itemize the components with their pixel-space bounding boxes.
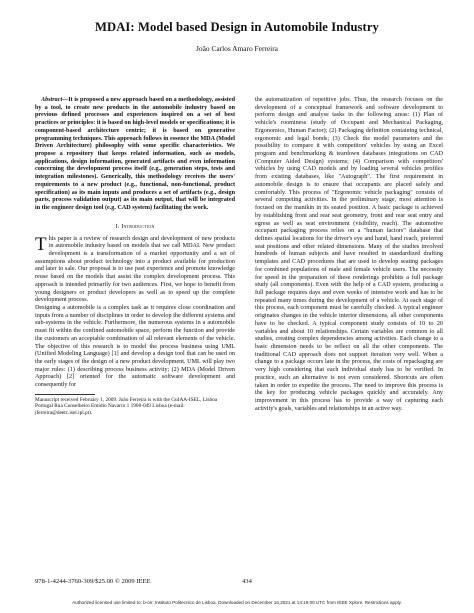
author-name: João Carlos Amaro Ferreira [196, 44, 278, 53]
abstract [35, 97, 235, 213]
isbn-footer: 978-1-4244-3760-309/$25.00 © 2009 IEEE [35, 578, 151, 585]
drop-cap: T [35, 233, 47, 255]
abstract-text: It is proposed a new approach based on a methodology, assisted by a tool, to create new products in the automobile industry based on previous defined processes and experiences inspired on a set of best practices or principles: it is based on high-level models or specifications; it is component-based architecture centric; it is based on generative programming techniques. This approach follows in essence the MDA (Model Driven Architecture) philosophy with some specific characteristics. We propose a repository that keeps related information, such as models, applications, design information, generated artifacts and even information concerning the development process itself (e.g., generation steps, tests and integration milestones). Generically, this methodology receives the users' requirements to a new product (e.g., functional, non-functional, product specification) as its main inputs and produces a set of artifacts (e.g., design parts, process validation output) as its main output, that will be integrated in the engineer design tool (e.g. CAD system) facilitating the work. [35, 97, 235, 212]
section-title: Introduction [121, 222, 155, 230]
intro-paragraph-1 [35, 233, 235, 305]
section-number: I. [115, 222, 122, 230]
left-column [35, 97, 235, 417]
license-notice: Authorized licensed use limited to: b-on: Instituto Politecnico de Lisboa. Downloaded on December 16,2021 at 14:19:00 UTC from IEEE Xplore. Restrictions apply. [72, 600, 402, 605]
intro-p1-text: his paper is a review of research design and development of new products in automobile industry based on models that we call MDAI. New product development is a transformation of a market opportunity and a set of assumptions about product technology into a product available for production and later to sale. Our proposal is to use past experience and promote knowledge reuse based on the models that assist the complex development process. This approach is intended primarily for two audiences. First, we hope to benefit from young designers or product developers as well as to speed up the complete development process. [35, 235, 235, 304]
paper-title: MDAI: Model based Design in Automobile Industry [95, 20, 379, 34]
right-column [255, 97, 443, 413]
abstract-label: Abstract— [41, 97, 69, 103]
page-number: 434 [242, 578, 252, 585]
footnote-divider [35, 394, 95, 395]
section-heading [35, 223, 235, 231]
footnote: Manuscript received February 1, 2009. João Ferreira is with the GuIAA-ISEL, Lisboa Portugal Rua Conselheiro Emídio Navarro 1 1900-049 Lisboa (e-mail: jferreira@deetc.isel.ipl.pt). [35, 396, 218, 417]
right-column-text: the automatization of repetitive jobs. Thus, the research focuses on the development of a conceptual framework and software development to perform design and analyse tasks in the following areas: (1) Plan of vehicle's roominess (study of Occupant and Mechanical Packaging, Ergonomics, Human Factor); (2) Packaging definition containing technical, ergonomic and legal bonds; (3) Check the model parameters and the possibility to compare it with competitors' vehicles by using an Excel program and benchmarking & teardown databases integrations on CAD (Computer Aided Design) systems; (4) Comparison with competitors' vehicles by using CAD models and by loading several vehicles profiles from existing databases, like "Autograph". The first requirement in automobile design is to ensure that occupants are placed safely and comfortably. This process of "Ergonomic vehicle packaging" consists of several competing activities. In the preliminary stage, most attention is focused on the manikin in its seated position. A basic package is achieved by establishing front and rear seat geometry, front and rear seat entry and egress as well as seat environment (visibility, reach). The automotive occupant packaging process relies on a "human factors" database that defines spatial locations for the driver's eye and hand, hand reach, preferred seat positions and other related dimensions. Many of the studies involved hundreds of human subjects and have resulted in standardized drafting templates and CAD procedures that are used to develop seating packages for combined populations of male and female vehicle users. The necessity for speed in the preparation of these renderings prohibits a full package study (all components). Even with the help of a CAD system, producing a full package requires days and even weeks of intensive work and has to be repeated many times during the development of a vehicle. At each stage of this process, each component must be carefully checked. A typical engineer originates changes in the vehicle interior dimensions, all other components have to be checked. A typical component study consists of 10 to 20 variables and about 10 relationships. Certain variables are common to all studies, creating complex dependencies among activities. Each change to a basic dimension needs to be reflect on all the other components. The traditional CAD approach does not support iteration very well. When a change to a package occurs late in the process, the costs of repackaging are very high considering that each individual study has to be verified. In practice, such an alternative is not even considered. Shortcuts are often taken in order to expedite the process. The need to improve this process is the key for producing vehicle packages quickly and accurately. Any improvement in this process has to provide a way of capturing each activity's goals, variables and relationships in an active way. [255, 97, 443, 412]
intro-paragraph-2: Designing a automobile is a complex task as it requires close coordination and inputs from a number of disciplines in order to develop the different systems and sub-systems in the vehicle. Furthermore, the numerous systems in a automobile must fit within the confined automobile space, perform the function and provide the customers an acceptable combination of all relevant elements of the vehicle. The objective of this research is to model the process business using UML (Unified Modeling Language) [1] and develop a design tool that can be used on the early stages of the design of a new product development. UML will play two major rules: (1) describing process business activity; (2) MDA (Model Driven Approach) [2] oriented for the automatic software development and consequently for [35, 304, 235, 389]
